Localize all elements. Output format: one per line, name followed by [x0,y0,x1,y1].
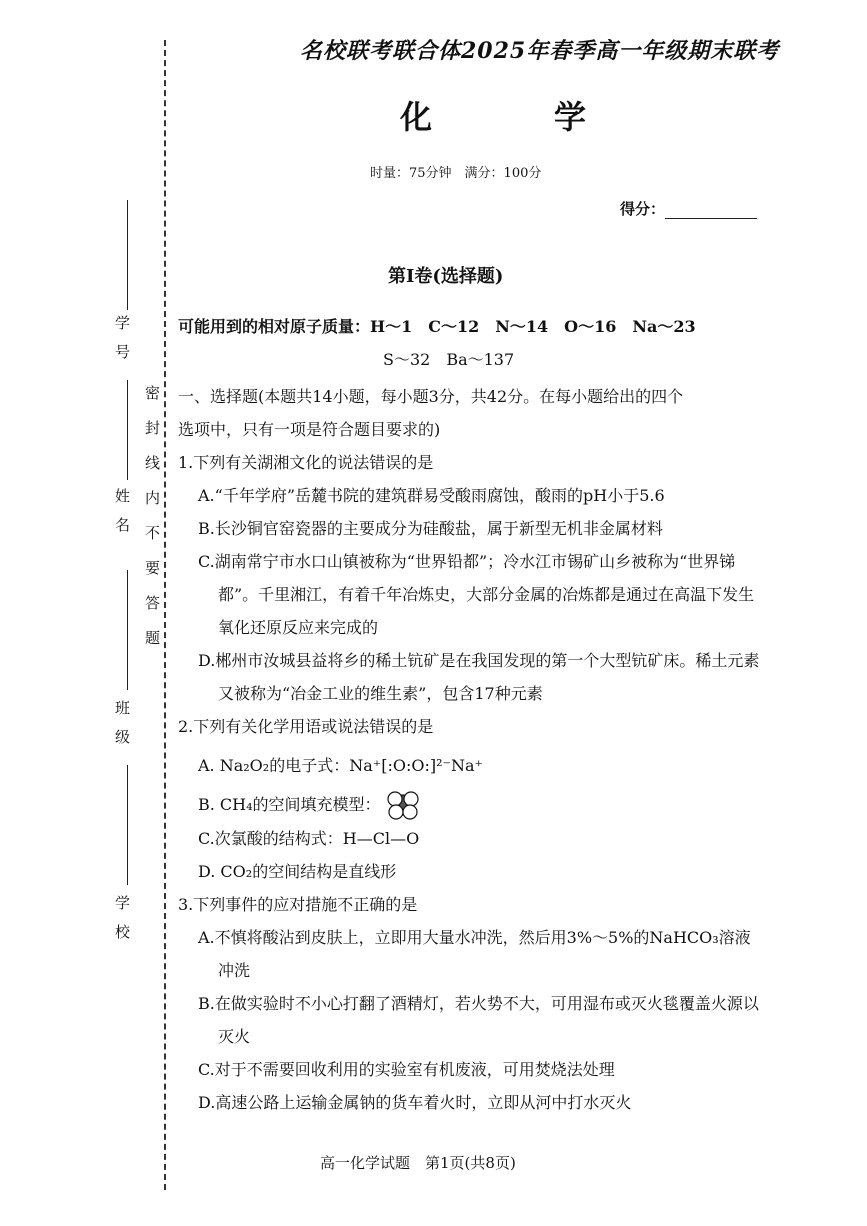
atomic-mass-line1: 可能用到的相对原子质量：H～1 C～12 N～14 O～16 Na～23 [178,317,696,336]
school-line [127,765,128,885]
school-label: 学校 [113,895,131,953]
name-label: 姓名 [113,488,131,546]
score-label: 得分： [620,200,666,218]
question-1-stem: 1.下列有关湖湘文化的说法错误的是 [178,453,434,472]
q1-option-d: D.郴州市汝城县益将乡的稀土钪矿是在我国发现的第一个大型钪矿床。稀土元素又被称为“冶金工业的维生素”，包含17种元素 [198,651,760,703]
q2-option-d: D. CO₂的空间结构是直线形 [198,861,397,881]
q2-option-c: C.次氯酸的结构式：H—Cl—O [198,828,420,848]
class-label: 班级 [113,700,131,758]
q2-option-a [178,749,763,782]
subject-title: 化 学 [400,98,632,136]
name-line [127,380,128,480]
instructions-line1: 一、选择题(本题共14小题，每小题3分，共42分。在每小题给出的四个 [178,387,684,406]
q2-option-b [178,788,763,822]
binding-margin [0,0,170,1226]
q2-option-a-prefix: A. Na₂O₂的电子式： [198,756,350,775]
seal-dashed-line [164,40,166,1190]
q3-option-c: C.对于不需要回收利用的实验室有机废液，可用焚烧法处理 [198,1059,615,1079]
q2-option-b-text: B. CH₄的空间填充模型： [198,795,381,814]
na2o2-electron-formula: Na⁺[:O:O:]²⁻Na⁺ [349,756,483,775]
exam-meta: 时量：75分钟 满分：100分 [370,166,542,181]
student-id-line [127,200,128,310]
score-field[interactable] [620,198,757,219]
q1-option-c: C.湖南常宁市水口山镇被称为“世界铅都”；冷水江市锡矿山乡被称为“世界锑都”。千里湘江，有着千年冶炼史，大部分金属的冶炼都是通过在高温下发生氧化还原反应来完成的 [198,552,755,637]
q1-option-b: B.长沙铜官窑瓷器的主要成分为硅酸盐，属于新型无机非金属材料 [198,519,663,538]
question-content [178,310,763,1119]
score-blank[interactable] [665,204,757,219]
page-footer: 高一化学试题 第1页(共8页) [320,1154,516,1172]
instructions [178,380,763,446]
q3-option-a: A.不慎将酸沾到皮肤上，立即用大量水冲洗，然后用3%～5%的NaHCO₃溶液冲洗 [198,927,751,980]
exam-title: 名校联考联合体2025年春季高一年级期末联考 [300,38,780,64]
student-id-label: 学号 [113,315,131,373]
q1-option-a: A.“千年学府”岳麓书院的建筑群易受酸雨腐蚀，酸雨的pH小于5.6 [198,486,665,505]
q3-option-b: B.在做实验时不小心打翻了酒精灯，若火势不大，可用湿布或灭火毯覆盖火源以灭火 [198,993,759,1046]
ch4-space-filling-model-icon [386,790,420,822]
instructions-line2: 选项中，只有一项是符合题目要求的) [178,420,441,439]
question-2-stem: 2.下列有关化学用语或说法错误的是 [178,717,434,736]
atomic-mass-line2: S～32 Ba～137 [383,350,515,369]
section-title: 第Ⅰ卷(选择题) [388,266,504,287]
q3-option-d: D.高速公路上运输金属钠的货车着火时，立即从河中打水灭火 [198,1092,632,1112]
question-3-stem: 3.下列事件的应对措施不正确的是 [178,894,418,914]
class-line [127,570,128,690]
seal-text: 密封线内不要答题 [143,385,161,665]
